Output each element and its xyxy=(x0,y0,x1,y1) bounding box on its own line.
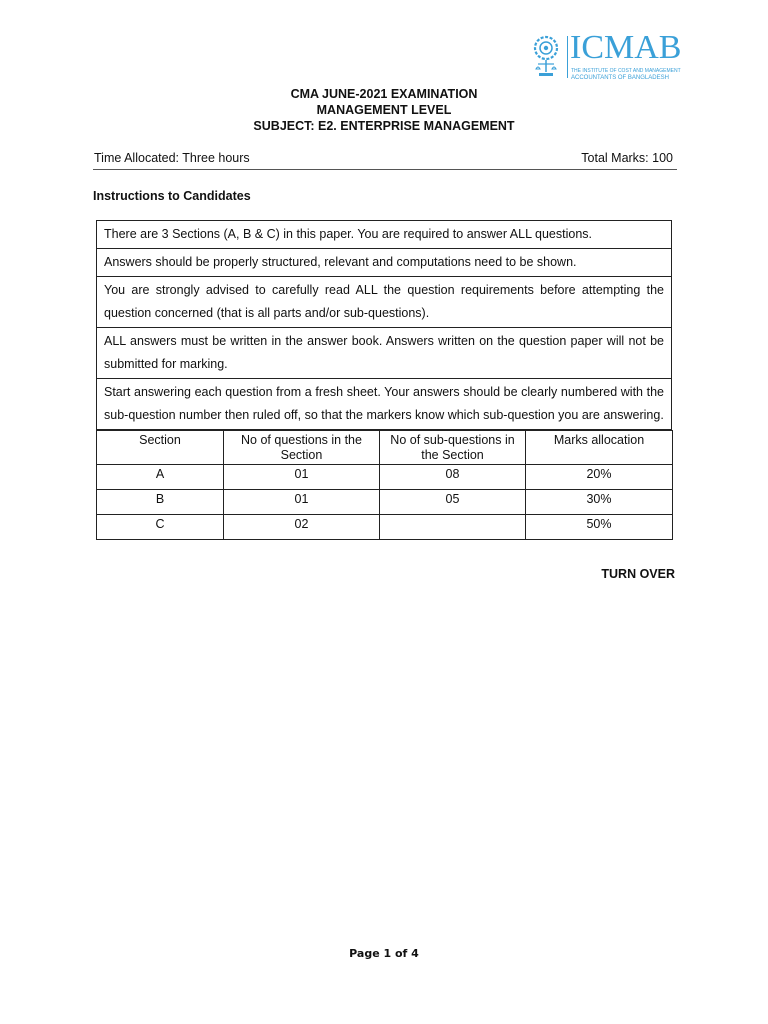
logo-wordmark: ICMAB xyxy=(570,29,682,66)
table-row xyxy=(97,515,673,540)
exam-meta-row xyxy=(93,151,673,167)
cell-section: C xyxy=(97,515,224,540)
instruction-row xyxy=(97,249,672,277)
total-marks: Total Marks: 100 xyxy=(581,151,673,165)
cell-section: B xyxy=(97,490,224,515)
sections-header-row xyxy=(97,431,673,465)
instruction-item: Start answering each question from a fresh sheet. Your answers should be clearly numbered with the sub-question number then ruled off, so that the markers know which sub-question you are answering. xyxy=(97,379,672,430)
cell-questions: 01 xyxy=(224,490,380,515)
instructions-heading: Instructions to Candidates xyxy=(93,189,251,203)
exam-level: MANAGEMENT LEVEL xyxy=(316,103,452,117)
logo-divider xyxy=(567,36,568,78)
cell-subquestions: 05 xyxy=(380,490,526,515)
instruction-row xyxy=(97,379,672,430)
instruction-item: Answers should be properly structured, relevant and computations need to be shown. xyxy=(97,249,672,277)
cell-subquestions xyxy=(380,515,526,540)
exam-subject: SUBJECT: E2. ENTERPRISE MANAGEMENT xyxy=(253,119,515,133)
cell-marks: 30% xyxy=(526,490,673,515)
instruction-item: You are strongly advised to carefully read ALL the question requirements before attempting the question concerned (that is all parts and/or sub-questions). xyxy=(97,277,672,328)
table-row xyxy=(97,490,673,515)
page-number: Page 1 of 4 xyxy=(349,947,419,960)
cell-section: A xyxy=(97,465,224,490)
cell-subquestions: 08 xyxy=(380,465,526,490)
cell-marks: 50% xyxy=(526,515,673,540)
turn-over-label: TURN OVER xyxy=(601,567,675,581)
instructions-table xyxy=(96,220,672,430)
header-marks: Marks allocation xyxy=(526,431,673,465)
instruction-item: There are 3 Sections (A, B & C) in this paper. You are required to answer ALL questions. xyxy=(97,221,672,249)
header-divider xyxy=(93,169,677,170)
instruction-row xyxy=(97,277,672,328)
cell-questions: 02 xyxy=(224,515,380,540)
exam-title: CMA JUNE-2021 EXAMINATION xyxy=(290,87,478,101)
icmab-logo xyxy=(530,29,690,84)
header-subquestions: No of sub-questions in the Section xyxy=(380,431,526,465)
exam-header xyxy=(0,86,768,134)
header-questions: No of questions in the Section xyxy=(224,431,380,465)
time-allocated: Time Allocated: Three hours xyxy=(94,151,250,165)
instruction-item: ALL answers must be written in the answer book. Answers written on the question paper will not be submitted for marking. xyxy=(97,328,672,379)
logo-subtitle-line1: THE INSTITUTE OF COST AND MANAGEMENT xyxy=(571,68,681,74)
cell-questions: 01 xyxy=(224,465,380,490)
instruction-row xyxy=(97,328,672,379)
icmab-emblem-icon xyxy=(530,34,564,80)
header-section: Section xyxy=(97,431,224,465)
cell-marks: 20% xyxy=(526,465,673,490)
logo-subtitle-line2: ACCOUNTANTS OF BANGLADESH xyxy=(571,75,669,81)
sections-table xyxy=(96,430,673,540)
table-row xyxy=(97,465,673,490)
instruction-row xyxy=(97,221,672,249)
